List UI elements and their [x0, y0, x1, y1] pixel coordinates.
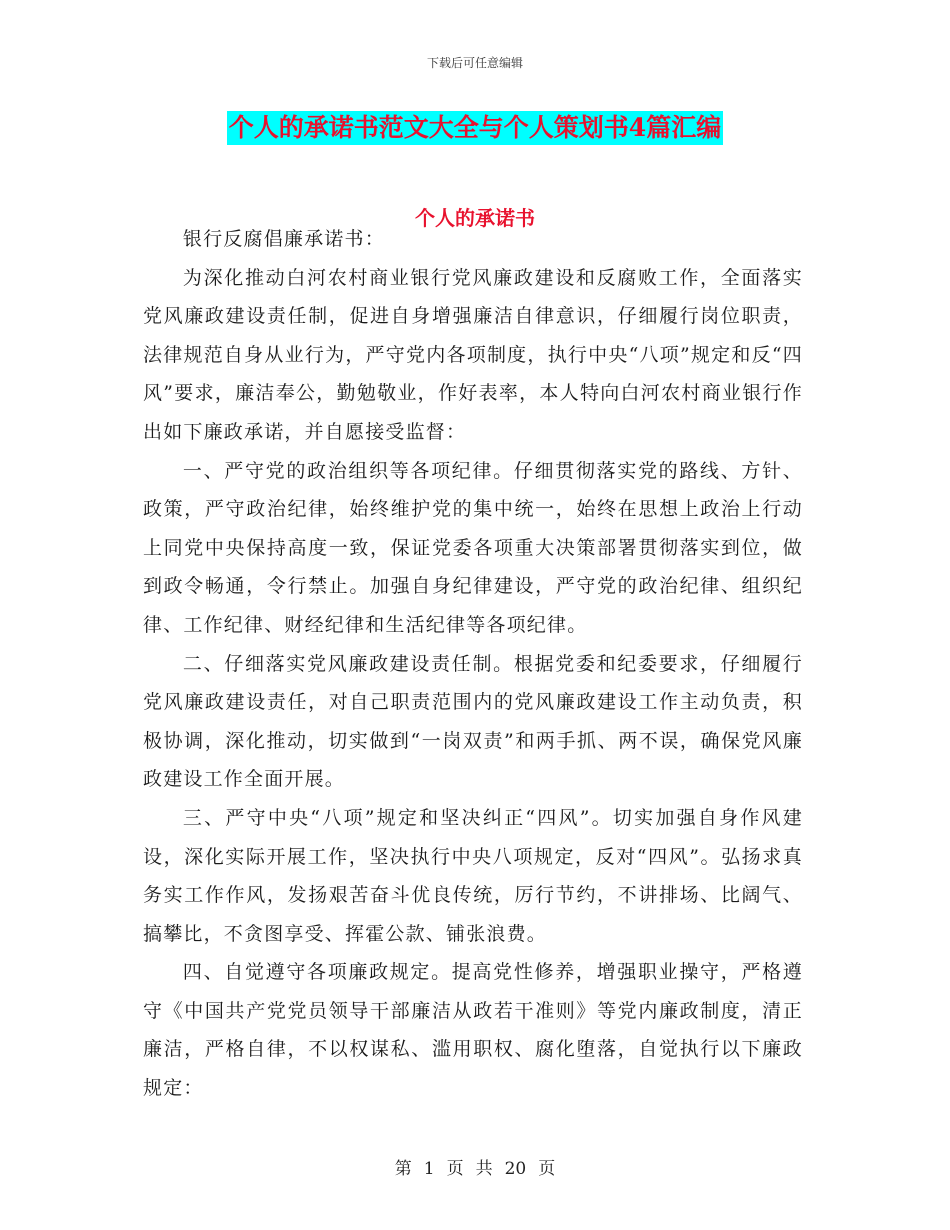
document-title: 个人的承诺书范文大全与个人策划书4篇汇编 — [227, 111, 723, 145]
paragraph-salutation: 银行反腐倡廉承诺书： — [182, 228, 385, 250]
page-footer — [0, 1154, 950, 1179]
paragraph-item-2: 二、仔细落实党风廉政建设责任制。根据党委和纪委要求，仔细履行党风廉政建设责任，对自己职责范围内的党风廉政建设工作主动负责，积极协调，深化推动，切实做到“一岗双责”和两手抓、两不误，确保党风廉政建设工作全面开展。 — [143, 652, 803, 791]
paragraph-intro: 为深化推动白河农村商业银行党风廉政建设和反腐败工作，全面落实党风廉政建设责任制，促进自身增强廉洁自律意识，仔细履行岗位职责，法律规范自身从业行为，严守党内各项制度，执行中央“八项”规定和反“四风”要求，廉洁奉公，勤勉敬业，作好表率，本人特向白河农村商业银行作出如下廉政承诺，并自愿接受监督： — [143, 266, 803, 443]
footer-suffix: 页 — [538, 1159, 556, 1179]
section-title: 个人的承诺书 — [415, 206, 535, 230]
paragraph-item-1: 一、严守党的政治组织等各项纪律。仔细贯彻落实党的路线、方针、政策，严守政治纪律，始终维护党的集中统一，始终在思想上政治上行动上同党中央保持高度一致，保证党委各项重大决策部署贯彻落实到位，做到政令畅通，令行禁止。加强自身纪律建设，严守党的政治纪律、组织纪律、工作纪律、财经纪律和生活纪律等各项纪律。 — [143, 459, 803, 636]
footer-page-number: 1 — [423, 1159, 435, 1179]
footer-prefix: 第 — [394, 1159, 412, 1179]
footer-page-unit: 页 — [446, 1159, 464, 1179]
document-body — [143, 220, 803, 1108]
footer-total-pages: 20 — [504, 1159, 527, 1179]
main-title-container — [0, 111, 950, 145]
paragraph-item-3: 三、严守中央“八项”规定和坚决纠正“四风”。切实加强自身作风建设，深化实际开展工作，坚决执行中央八项规定，反对“四风”。弘扬求真务实工作作风，发扬艰苦奋斗优良传统，厉行节约，不讲排场、比阔气、搞攀比，不贪图享受、挥霍公款、铺张浪费。 — [143, 806, 803, 945]
paragraph-item-4: 四、自觉遵守各项廉政规定。提高党性修养，增强职业操守，严格遵守《中国共产党党员领导干部廉洁从政若干准则》等党内廉政制度，清正廉洁，严格自律，不以权谋私、滥用职权、腐化堕落，自觉执行以下廉政规定： — [143, 961, 803, 1100]
footer-total-prefix: 共 — [475, 1159, 493, 1179]
header-note: 下载后可任意编辑 — [426, 56, 523, 70]
